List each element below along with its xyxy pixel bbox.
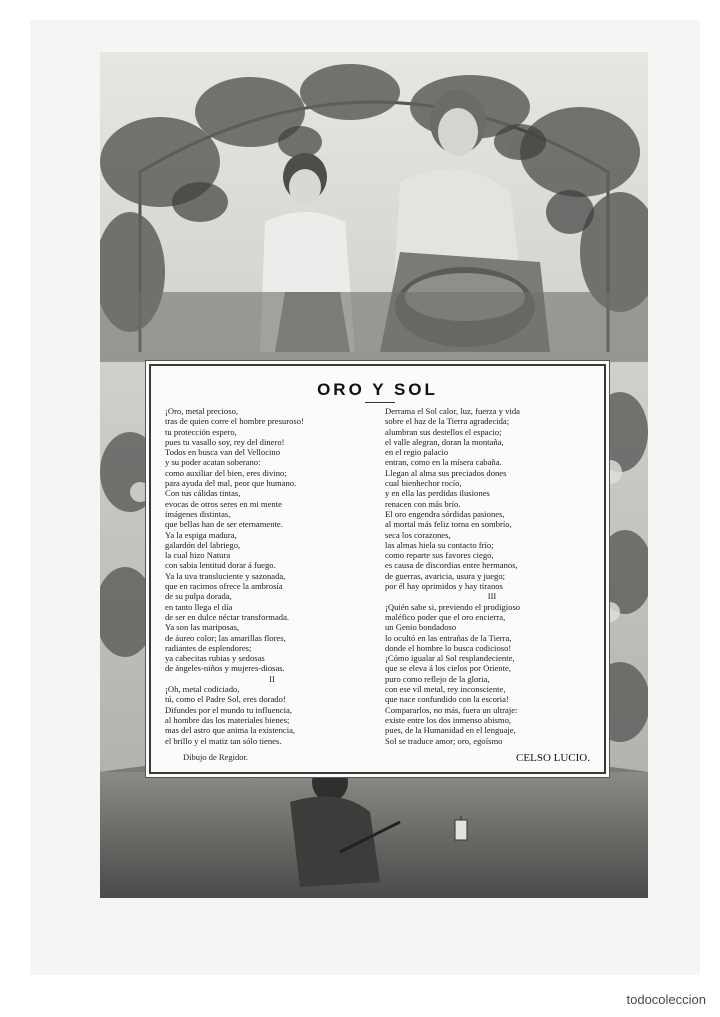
poem-line: y su poder acatan soberano: [165,457,261,468]
poem-line: Ya la uva transluciente y sazonada, [165,570,286,581]
poem-line: de áureo color; las amarillas flores, [165,632,286,643]
poem-line: Sol se traduce amor; oro, egoísmo [385,735,503,746]
illustrator-credit: Dibujo de Regidor. [183,752,248,762]
poem-column-right [385,406,599,746]
poem-line: mas del astro que anima la existencia, [165,725,296,736]
section-heading: III [487,591,497,602]
poem-line: tras de quien corre el hombre presuroso! [165,416,304,427]
poem-line: renacen con más brío. [385,498,461,509]
poem-line: que en racimos ofrece la ambrosía [165,581,283,592]
poem-line: Con tus cálidas tintas, [165,488,241,499]
poem-line: que bellas han de ser eternamente. [165,519,283,530]
title-divider [365,402,395,403]
watermark-brand: todocoleccion [626,992,706,1007]
poem-line: puro como reflejo de la gloria, [385,673,490,684]
poem-line: pues tu vasallo soy, rey del dinero! [165,436,285,447]
poem-line: con sabia lentitud dorar á fuego. [165,560,276,571]
poem-line: un Genio bondadoso [385,622,457,633]
poem-column-left [165,406,379,746]
poem-line: ¡Oro, metal precioso, [165,406,239,416]
poem-line: sobre el haz de la Tierra agradecida; [385,416,510,427]
poem-line: que se eleva á los cielos por Oriente, [385,663,511,674]
poem-line: donde el hombre lo busca codicioso! [385,642,512,653]
author-signature: CELSO LUCIO. [516,752,590,764]
poem-line: cual bienhechor rocío, [385,478,462,489]
poem-line: ya cabecitas rubias y sedosas [165,653,265,664]
poem-line: con ese vil metal, rey inconsciente, [385,684,506,695]
poem-title: ORO Y SOL [317,380,438,399]
poem-line: en tanto llega el día [165,601,233,612]
poem-line: el valle alegran, doran la montaña, [385,436,504,447]
poem-line: Ya son las mariposas, [165,622,240,633]
poem-line: imágenes distintas, [165,508,231,519]
poem-line: como auxiliar del bien, eres divino; [165,467,287,478]
poem-line: pues, de la Humanidad en el lenguaje, [385,725,516,736]
poem-line: de ángeles-niños y mujeres-diosas. [165,663,285,674]
poem-line: de ser en dulce néctar transformada. [165,611,290,622]
poem-line: al hombre das los materiales bienes; [165,714,290,725]
poem-line: tu protección espero, [165,426,237,437]
poem-line: Ya la espiga madura, [165,529,237,540]
poem-line: como reparte sus favores ciego, [385,550,494,561]
poem-line: El oro engendra sórdidas pasiones, [385,508,505,519]
poem-line: galardón del labriego, [165,539,241,550]
poem-line: maléfico poder que el oro encierra, [385,611,506,622]
poem-line: Difundes por el mundo tu influencia, [165,704,292,715]
poem-line: es causa de discordias entre hermanos, [385,560,518,571]
poem-line: por él hay oprimidos y hay tiranos [385,581,503,592]
poem-line: de su pulpa dorada, [165,591,232,602]
poem-line: la cual hizo Natura [165,550,231,561]
poem-line: que nace confundido con la escoria! [385,694,509,705]
poem-line: de guerras, avaricia, usura y juego; [385,570,506,581]
poem-line: tú, como el Padre Sol, eres dorado! [165,694,286,705]
poem-line: evocas de otros seres en mi mente [165,498,282,509]
poem-line: Llegan al alma sus preciados dones [385,467,507,478]
poem-line: ¡Oh, metal codiciado, [165,684,240,695]
poem-line: entran, como en la mísera cabaña. [385,457,502,468]
watermark-logo [627,992,707,1007]
poem-line: ¡Cómo igualar al Sol resplandeciente, [385,653,515,664]
poem-line: el brillo y el matiz tan sólo tienes. [165,735,282,746]
poem-line: lo ocultó en las entrañas de la Tierra, [385,632,512,643]
poem-line: radiantes de esplendores; [165,642,252,653]
poem-line: Derrama el Sol calor, luz, fuerza y vida [385,406,520,416]
poem-line: al mortal más feliz torna en sombrío, [385,519,512,530]
poem-panel [149,364,606,774]
poem-line: Todos en busca van del Vellocino [165,447,280,458]
poem-line: ¡Quién sabe si, previendo el prodigioso [385,601,521,612]
poem-line: las almas hiela su contacto frío; [385,539,494,550]
poem-line: existe entre los dos inmenso abismo, [385,714,512,725]
section-heading: II [269,673,275,684]
poem-line: alumbran sus destellos el espacio; [385,426,502,437]
poem-line: para ayuda del mal, peor que humano. [165,478,297,489]
poem-line: Compararlos, no más, fuera un ultraje: [385,704,518,715]
poem-line: en el regio palacio [385,447,449,458]
poem-line: y en ella las perdidas ilusiones [385,488,490,499]
poem-line: seca los corazones, [385,529,451,540]
